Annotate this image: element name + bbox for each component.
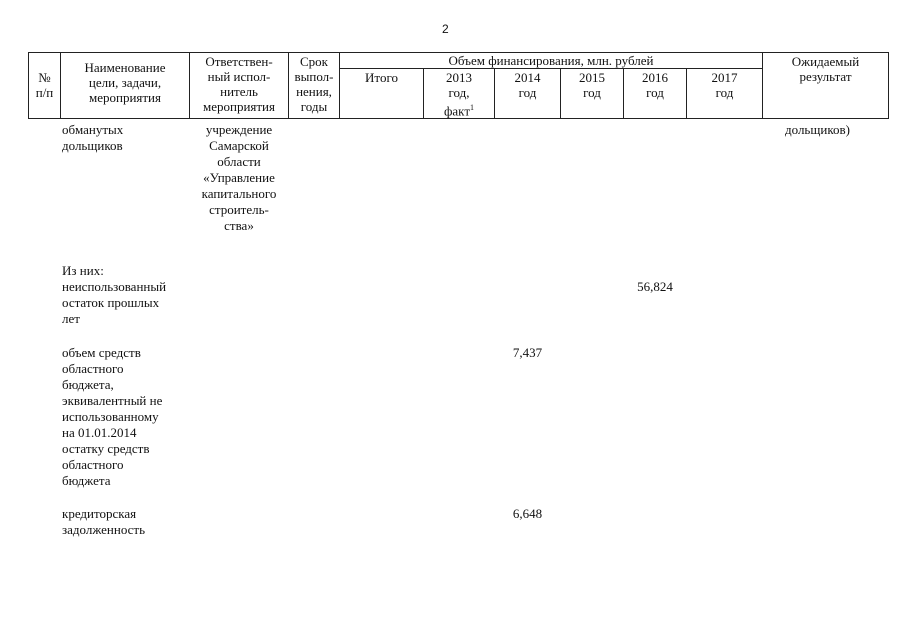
header-result: Ожидаемый результат [791, 54, 860, 84]
col-border [888, 52, 889, 119]
page-number: 2 [442, 22, 449, 36]
header-2015: 2015 год [579, 70, 605, 100]
continuation-name: обманутых дольщиков [62, 122, 124, 153]
header-2013-fact [424, 100, 494, 118]
header-2013-label: 2013 год, [446, 70, 472, 100]
row-value-2016: 56,824 [637, 279, 673, 294]
header-2016: 2016 год [642, 70, 668, 100]
continuation-responsible: учреждение Самарской области «Управление капитального строитель- ства» [201, 122, 277, 233]
header-responsible: Ответствен- ный испол- нитель мероприятия [202, 54, 275, 114]
header-total: Итого [365, 70, 398, 85]
row-name: кредиторская задолженность [62, 506, 146, 537]
header-term: Срок выпол- нения, годы [294, 54, 334, 114]
financing-subrule [339, 68, 762, 69]
continuation-result: дольщиков) [785, 122, 850, 137]
row-value-2014: 6,648 [512, 506, 543, 521]
header-financing: Объем финансирования, млн. рублей [448, 53, 654, 68]
header-2013 [424, 70, 494, 118]
header-2017: 2017 год [711, 70, 738, 100]
header-num: № п/п [35, 70, 54, 100]
row-name: объем средств областного бюджета, эквивалентный не использованному на 01.01.2014 остатку средств областного бюджета [62, 345, 163, 488]
header-name: Наименование цели, задачи, мероприятия [84, 60, 166, 105]
footnote-marker: 1 [470, 103, 475, 112]
header-2013-fact-text: факт [443, 103, 471, 119]
row-name: Из них: неиспользованный остаток прошлых лет [62, 263, 167, 326]
row-value-2014: 7,437 [512, 345, 543, 360]
header-2014: 2014 год [514, 70, 541, 100]
